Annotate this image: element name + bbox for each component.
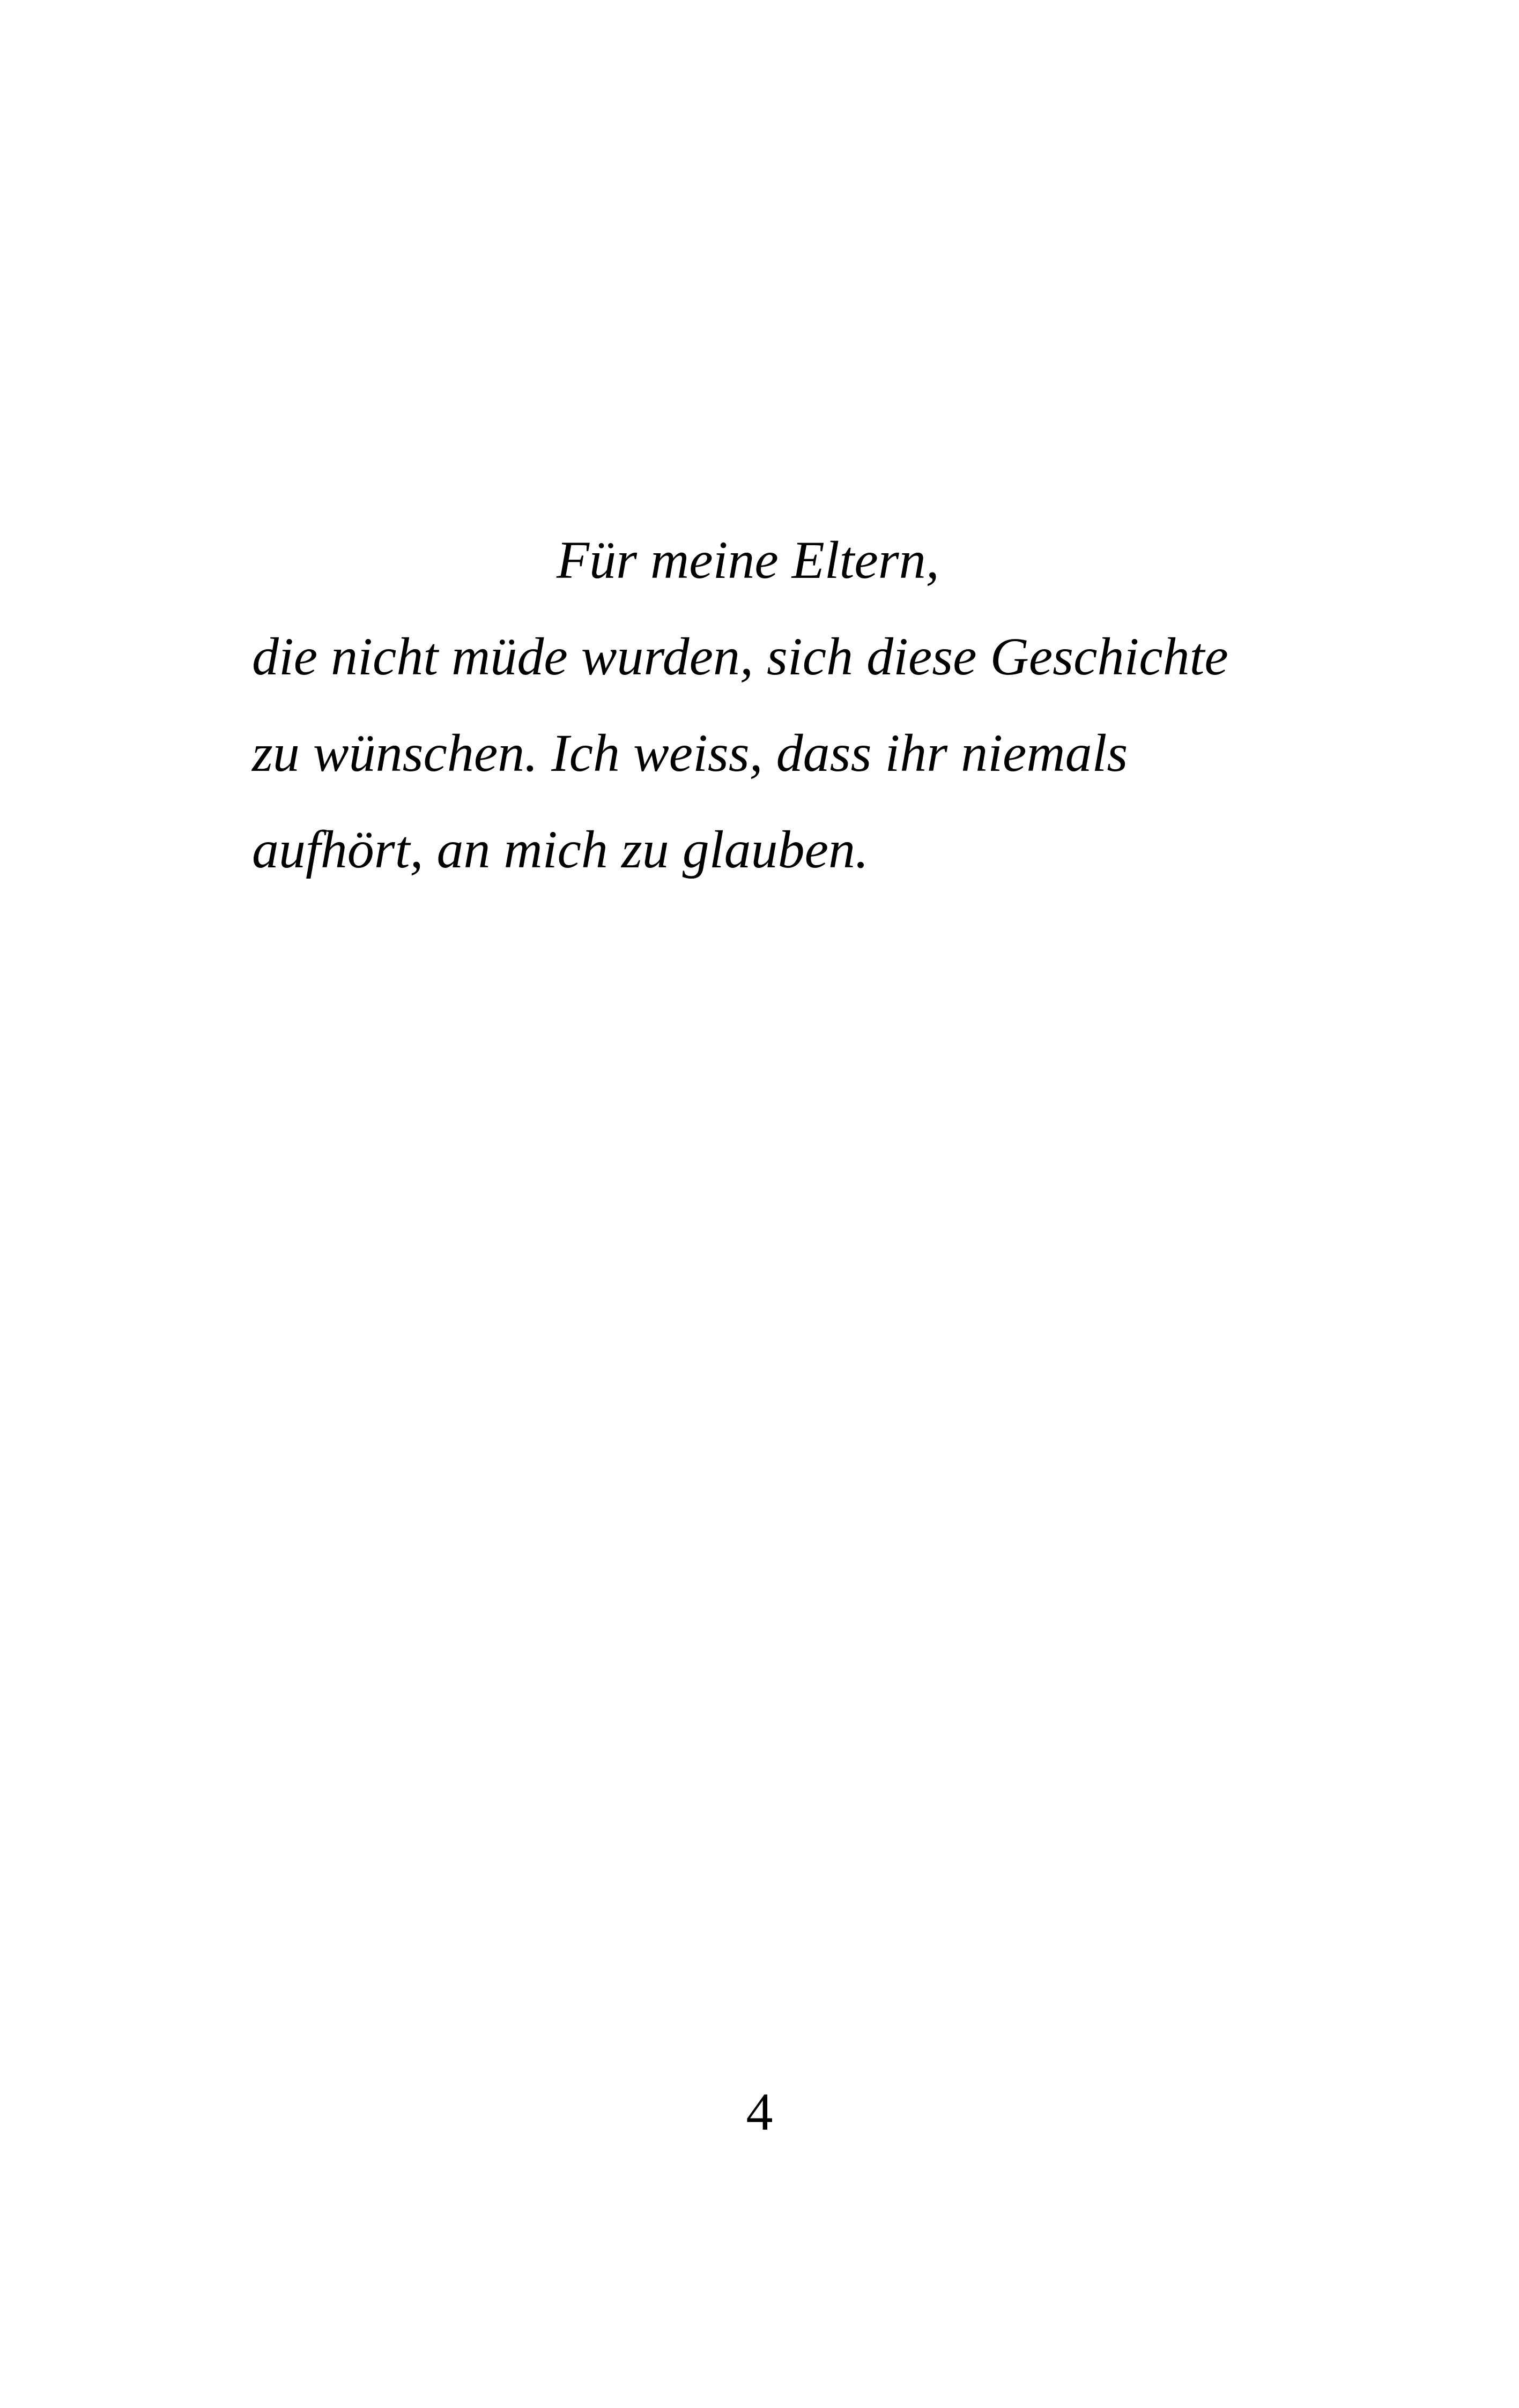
page-number: 4	[746, 2082, 773, 2142]
dedication-line: die nicht müde wurden, sich diese Geschichte	[252, 627, 1228, 686]
dedication-line: aufhört, an mich zu glauben.	[252, 820, 869, 879]
dedication	[252, 512, 1324, 898]
dedication-line: zu wünschen. Ich weiss, dass ihr niemals	[252, 723, 1128, 783]
dedication-salutation: Für meine Eltern,	[557, 530, 939, 590]
